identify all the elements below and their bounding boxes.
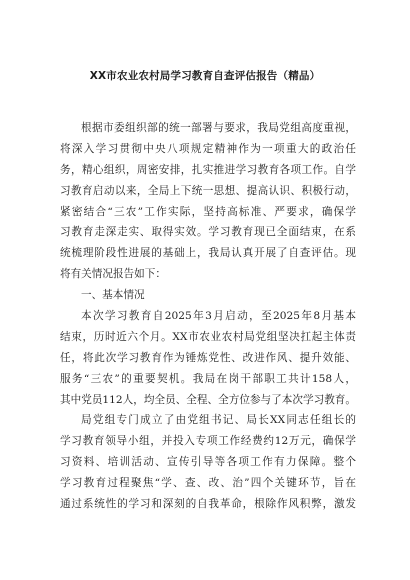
paragraph-line: 其中党员112人，均全员、全程、全方位参与了本次学习教育。 — [60, 393, 356, 406]
paragraph-line: 任，将此次学习教育作为锤炼党性、改进作风、提升效能、 — [60, 351, 356, 364]
document-body — [60, 118, 356, 515]
paragraph-line: 通过系统性的学习和深刻的自我革命，根除作风积弊，激发 — [60, 498, 356, 511]
paragraph-line: 学习教育领导小组，并投入专项工作经费约12万元，确保学 — [60, 435, 356, 448]
section-heading: 一、基本情况 — [81, 289, 145, 302]
paragraph-line: 紧密结合“三农”工作实际，坚持高标准、严要求，确保学 — [60, 205, 356, 218]
paragraph-line: 将深入学习贯彻中央八项规定精神作为一项重大的政治任 — [60, 142, 356, 155]
paragraph-line: 务，精心组织，周密安排，扎实推进学习教育各项工作。自学 — [60, 163, 356, 176]
paragraph-line: 习资料、培训活动、宣传引导等各项工作有力保障。整个 — [60, 456, 356, 469]
paragraph-line: 学习教育过程聚焦“学、查、改、治”四个关键环节，旨在 — [60, 477, 356, 490]
paragraph-line: 服务“三农”的重要契机。我局在岗干部职工共计158人， — [60, 372, 356, 385]
paragraph-line: 统梳理阶段性进展的基础上，我局认真开展了自查评估。现 — [60, 247, 356, 260]
paragraph-line: 根据市委组织部的统一部署与要求，我局党组高度重视， — [81, 122, 356, 134]
paragraph-line: 习教育启动以来，全局上下统一思想、提高认识、积极行动， — [60, 184, 356, 197]
paragraph-line: 本次学习教育自2025年3月启动，至2025年8月基本 — [81, 310, 356, 323]
paragraph-line: 习教育走深走实、取得实效。学习教育现已全面结束，在系 — [60, 226, 356, 239]
paragraph-line: 将有关情况报告如下： — [60, 268, 166, 281]
paragraph-line: 局党组专门成立了由党组书记、局长XX同志任组长的 — [81, 414, 356, 427]
document-title: XX市农业农村局学习教育自查评估报告（精品） — [89, 70, 321, 82]
paragraph-line: 结束，历时近六个月。XX市农业农村局党组坚决扛起主体责 — [60, 330, 356, 343]
